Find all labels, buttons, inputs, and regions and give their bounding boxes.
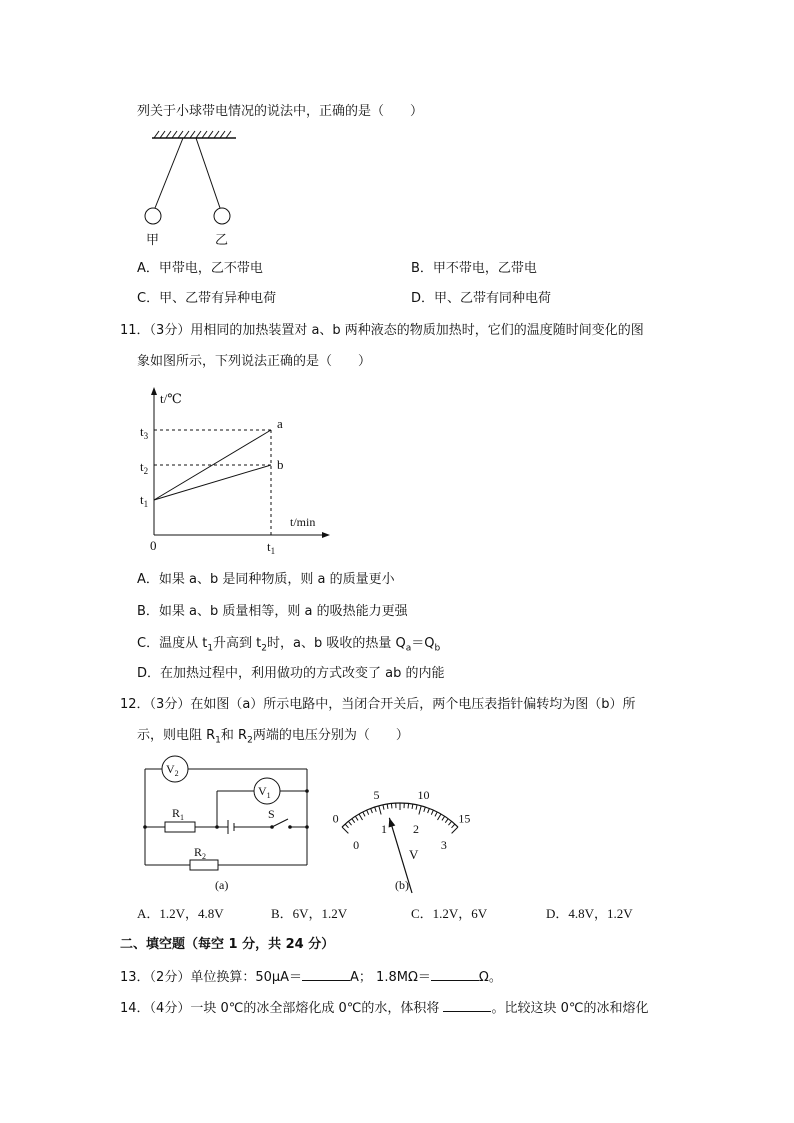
figure-b-caption: (b) bbox=[395, 878, 409, 892]
answer-blank[interactable] bbox=[302, 968, 350, 981]
q13: 13．（2分）单位换算：50μA＝ A； 1.8MΩ＝ Ω。 bbox=[120, 970, 502, 985]
resistor-r1-label: $R_1$ bbox=[172, 806, 185, 822]
q12-line2: 示，则电阻 $R_1$和 $R_2$两端的电压分别为（ ） bbox=[137, 728, 409, 746]
dial-tick bbox=[391, 803, 392, 808]
q12-option-c: C．1.2V，6V bbox=[411, 906, 488, 921]
dial-tick bbox=[431, 810, 433, 815]
dial-tick bbox=[383, 805, 384, 810]
section-heading: 二、填空题（每空 1 分，共 24 分） bbox=[120, 937, 335, 952]
q12-option-b: B．6V，1.2V bbox=[271, 906, 348, 921]
chart-x-arrow bbox=[322, 532, 330, 538]
voltmeter-v2-label: $V_2$ bbox=[166, 762, 179, 778]
switch-contact bbox=[270, 825, 274, 829]
dial-tick bbox=[371, 808, 373, 813]
q11-option-c: C．温度从 $t_1$升高到 $t_2$时，a、b 吸收的热量 $Q_a=Q_b$ bbox=[137, 636, 441, 654]
inner-scale-3: 3 bbox=[440, 838, 447, 853]
dial-tick bbox=[342, 827, 348, 833]
voltmeter-v1-label: $V_1$ bbox=[258, 784, 271, 800]
q11-option-d: D．在加热过程中，利用做功的方式改变了 ab 的内能 bbox=[137, 666, 445, 681]
dial-tick bbox=[438, 814, 442, 820]
ball-jia-label: 甲 bbox=[146, 233, 160, 248]
series-a-line bbox=[154, 430, 271, 500]
outer-scale-10: 10 bbox=[417, 788, 430, 803]
answer-blank[interactable] bbox=[443, 999, 491, 1012]
q12-option-a: A．1.2V，4.8V bbox=[137, 906, 224, 921]
ball-yi-label: 乙 bbox=[215, 233, 229, 248]
dial-tick bbox=[452, 827, 458, 833]
q11-line1: 11．（3分）用相同的加热装置对 a、b 两种液态的物质加热时，它们的温度随时间变化的图 bbox=[120, 323, 644, 338]
switch-contact bbox=[288, 825, 292, 829]
chart-origin-label: 0 bbox=[150, 538, 157, 553]
outer-scale-5: 5 bbox=[373, 788, 380, 803]
q14: 14．（4分）一块 0℃的冰全部熔化成 0℃的水，体积将 。比较这块 0℃的冰和熔化 bbox=[120, 1001, 649, 1016]
q11-option-b: B．如果 a、b 质量相等，则 a 的吸热能力更强 bbox=[137, 604, 408, 619]
outer-scale-0: 0 bbox=[332, 811, 339, 826]
dial-tick bbox=[416, 805, 417, 810]
q10-stem: 列关于小球带电情况的说法中，正确的是（ ） bbox=[137, 104, 424, 119]
series-b-label: b bbox=[277, 457, 284, 472]
inner-scale-2: 2 bbox=[413, 822, 420, 837]
resistor-r2 bbox=[190, 860, 218, 870]
q10-option-c: C．甲、乙带有异种电荷 bbox=[137, 291, 277, 306]
dial-tick bbox=[424, 807, 426, 812]
dial-tick bbox=[387, 804, 388, 809]
dial-tick bbox=[428, 808, 430, 813]
junction-dot bbox=[305, 825, 309, 829]
resistor-r2-label: $R_2$ bbox=[194, 845, 207, 861]
dial-tick bbox=[379, 806, 381, 815]
dial-tick bbox=[448, 821, 451, 825]
dial-tick bbox=[435, 812, 437, 816]
q10-option-a: A．甲带电，乙不带电 bbox=[137, 261, 263, 276]
figure-a-caption: (a) bbox=[215, 878, 229, 892]
q11-line2: 象如图所示，下列说法正确的是（ ） bbox=[137, 354, 372, 369]
q10-option-d: D．甲、乙带有同种电荷 bbox=[411, 291, 552, 306]
switch-label: S bbox=[268, 807, 275, 821]
inner-scale-1: 1 bbox=[380, 822, 387, 837]
dial-tick bbox=[352, 819, 355, 823]
junction-dot bbox=[143, 825, 147, 829]
dial-tick bbox=[363, 812, 365, 816]
dial-tick bbox=[452, 824, 455, 828]
dial-tick bbox=[375, 807, 377, 812]
circuit-diagram-a bbox=[140, 752, 320, 897]
dial-tick bbox=[367, 810, 369, 815]
junction-dot bbox=[305, 789, 309, 793]
q11-option-a: A．如果 a、b 是同种物质，则 a 的质量更小 bbox=[137, 572, 395, 587]
dial-tick bbox=[355, 816, 358, 820]
answer-blank[interactable] bbox=[431, 968, 479, 981]
dial-tick bbox=[442, 816, 445, 820]
q12-option-d: D．4.8V，1.2V bbox=[546, 906, 633, 921]
outer-scale-15: 15 bbox=[458, 811, 471, 826]
chart-y-arrow bbox=[151, 387, 157, 395]
meter-unit: V bbox=[409, 847, 419, 862]
ball-yi bbox=[214, 208, 230, 224]
meter-pointer-head bbox=[389, 818, 396, 828]
chart-x-label: t/min bbox=[290, 515, 316, 529]
y-tick-t2: $t_2$ bbox=[140, 459, 149, 476]
chart-y-label: t/℃ bbox=[160, 391, 182, 406]
dial-tick bbox=[412, 804, 413, 809]
q10-option-b: B．甲不带电，乙带电 bbox=[411, 261, 537, 276]
series-a-label: a bbox=[277, 416, 283, 431]
q12-line1: 12．（3分）在如图（a）所示电路中，当闭合开关后，两个电压表指针偏转均为图（b）所 bbox=[120, 697, 636, 712]
ball-jia bbox=[145, 208, 161, 224]
dial-tick bbox=[348, 821, 351, 825]
inner-scale-0: 0 bbox=[353, 838, 360, 853]
q11-temperature-chart bbox=[130, 385, 330, 560]
dial-tick bbox=[345, 824, 348, 828]
voltmeter-dial-b bbox=[325, 765, 505, 897]
dial-tick bbox=[445, 819, 448, 823]
dial-tick bbox=[419, 806, 421, 815]
dial-ticks bbox=[342, 803, 458, 833]
y-tick-t1: $t_1$ bbox=[140, 492, 149, 509]
dial-tick bbox=[408, 803, 409, 808]
dial-tick bbox=[359, 814, 363, 820]
series-b-line bbox=[154, 465, 271, 500]
y-tick-t3: $t_3$ bbox=[140, 424, 149, 441]
x-tick-t1: $t_1$ bbox=[267, 539, 276, 556]
resistor-r1 bbox=[165, 822, 195, 832]
junction-dot bbox=[215, 825, 219, 829]
